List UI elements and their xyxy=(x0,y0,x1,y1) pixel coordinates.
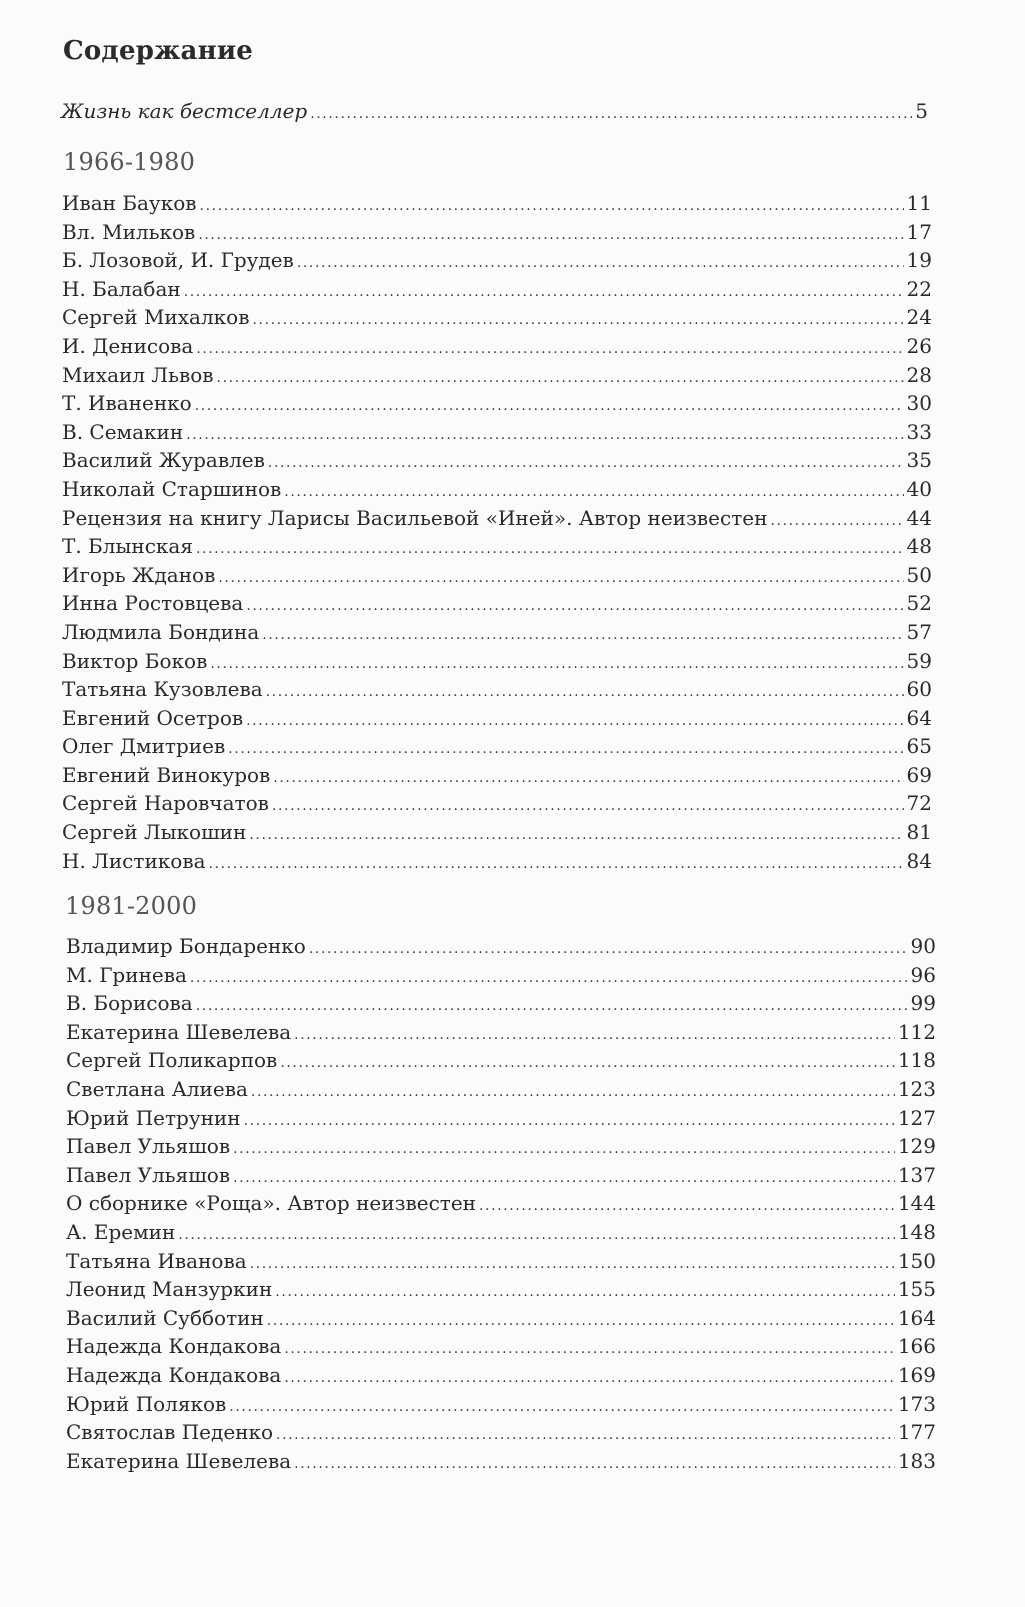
toc-entry xyxy=(66,1247,936,1276)
toc-entry-title: Т. Блынская xyxy=(62,534,193,559)
page-title: Содержание xyxy=(63,36,254,66)
dot-leader xyxy=(297,249,904,278)
toc-entry-page: 84 xyxy=(906,848,932,873)
toc-entry xyxy=(62,418,932,447)
toc-entry-title: Святослав Педенко xyxy=(66,1420,274,1445)
toc-entry-title: Татьяна Иванова xyxy=(66,1248,247,1273)
toc-entry-page: 35 xyxy=(906,448,932,473)
toc-entry xyxy=(66,1332,936,1361)
dot-leader xyxy=(233,1135,895,1164)
toc-entry-title: Олег Дмитриев xyxy=(62,734,226,759)
toc-entry xyxy=(62,789,932,818)
toc-entry-title: Павел Ульяшов xyxy=(66,1162,231,1187)
toc-entry-page: 11 xyxy=(906,191,932,215)
toc-entry xyxy=(62,246,932,275)
toc-entry-title: Евгений Осетров xyxy=(62,705,244,730)
toc-entry xyxy=(62,761,932,790)
toc-entry xyxy=(66,1075,936,1104)
toc-entry-page: 127 xyxy=(897,1105,936,1130)
dot-leader xyxy=(195,392,904,421)
dot-leader xyxy=(284,478,903,507)
toc-entry-page: 177 xyxy=(897,1420,936,1445)
toc-entry-title: Василий Субботин xyxy=(66,1305,264,1330)
toc-entry xyxy=(66,1046,936,1075)
toc-entry-title: Екатерина Шевелева xyxy=(66,1448,292,1473)
toc-entry xyxy=(62,647,932,676)
toc-entry-page: 30 xyxy=(906,391,932,416)
toc-entry-title: Евгений Винокуров xyxy=(62,762,271,787)
toc-entry xyxy=(66,989,936,1018)
dot-leader xyxy=(275,1278,895,1307)
toc-entry-title: Б. Лозовой, И. Грудев xyxy=(62,248,294,273)
toc-entry xyxy=(66,1361,936,1390)
toc-entry xyxy=(66,1390,936,1419)
toc-entry xyxy=(62,675,932,704)
toc-entry xyxy=(62,303,932,332)
dot-leader xyxy=(249,821,903,850)
toc-entry-page: 26 xyxy=(906,333,932,358)
toc-entry-page: 28 xyxy=(906,362,932,387)
toc-entry-page: 150 xyxy=(897,1248,936,1273)
toc-entry-page: 96 xyxy=(910,962,936,987)
toc-entry xyxy=(62,275,932,304)
toc-entry-title: Юрий Петрунин xyxy=(66,1105,241,1130)
toc-entry-page: 148 xyxy=(897,1219,936,1244)
toc-entry xyxy=(66,961,936,990)
dot-leader xyxy=(262,621,903,650)
toc-entry-page: 166 xyxy=(897,1334,936,1359)
toc-entry-title: Павел Ульяшов xyxy=(66,1134,231,1159)
dot-leader xyxy=(770,507,903,536)
dot-leader xyxy=(229,1393,895,1422)
toc-entry xyxy=(62,818,932,847)
toc-entry-page: 173 xyxy=(897,1391,936,1416)
dot-leader xyxy=(284,1364,894,1393)
dot-leader xyxy=(186,421,903,450)
dot-leader xyxy=(196,535,904,564)
toc-entry xyxy=(66,1189,936,1218)
toc-entry-title: Сергей Михалков xyxy=(62,305,250,330)
toc-entry-page: 64 xyxy=(906,705,932,730)
toc-entry-title: Екатерина Шевелева xyxy=(66,1019,292,1044)
dot-leader xyxy=(294,1450,895,1479)
toc-entry xyxy=(62,332,932,361)
section-list-1981-2000 xyxy=(66,932,936,1475)
toc-entry xyxy=(62,504,932,533)
section-title-1966-1980: 1966-1980 xyxy=(63,148,196,176)
toc-entry-page: 144 xyxy=(897,1191,936,1216)
dot-leader xyxy=(251,1078,895,1107)
dot-leader xyxy=(246,707,903,736)
toc-entry xyxy=(66,1275,936,1304)
dot-leader xyxy=(479,1192,895,1221)
toc-entry xyxy=(66,1018,936,1047)
toc-entry xyxy=(62,704,932,733)
toc-entry-page: 33 xyxy=(906,419,932,444)
toc-entry-page: 112 xyxy=(897,1019,936,1044)
section-title-1981-2000: 1981-2000 xyxy=(65,892,198,920)
toc-entry-title: И. Денисова xyxy=(62,333,194,358)
dot-leader xyxy=(178,1221,894,1250)
toc-entry-page: 44 xyxy=(906,505,932,530)
toc-entry-title: Сергей Наровчатов xyxy=(62,791,269,816)
toc-entry xyxy=(62,732,932,761)
toc-entry-title: Виктор Боков xyxy=(62,648,208,673)
toc-entry-title: Николай Старшинов xyxy=(62,476,282,501)
toc-entry xyxy=(62,218,932,247)
dot-leader xyxy=(284,1335,894,1364)
toc-entry-page: 48 xyxy=(906,534,932,559)
toc-entry-intro xyxy=(61,96,928,126)
toc-entry-page: 17 xyxy=(906,219,932,244)
toc-entry xyxy=(62,361,932,390)
toc-entry-page: 24 xyxy=(906,305,932,330)
toc-entry-page: 40 xyxy=(906,476,932,501)
toc-entry-page: 52 xyxy=(906,591,932,616)
toc-entry-page: 69 xyxy=(906,762,932,787)
toc-entry-title: А. Еремин xyxy=(66,1219,176,1244)
toc-entry-page: 164 xyxy=(897,1305,936,1330)
toc-entry-page: 22 xyxy=(906,276,932,301)
toc-entry-title: Иван Бауков xyxy=(62,191,197,215)
toc-entry xyxy=(66,1161,936,1190)
toc-entry-page: 65 xyxy=(906,734,932,759)
dot-leader xyxy=(217,364,904,393)
toc-entry-title: Светлана Алиева xyxy=(66,1076,248,1101)
toc-entry xyxy=(62,847,932,876)
toc-entry xyxy=(62,189,932,218)
toc-entry xyxy=(66,1104,936,1133)
toc-entry-page: 118 xyxy=(897,1048,936,1073)
toc-entry-title: Н. Листикова xyxy=(62,848,206,873)
intro-list xyxy=(61,96,928,126)
dot-leader xyxy=(309,935,908,964)
toc-entry-title: О сборнике «Роща». Автор неизвестен xyxy=(66,1191,476,1216)
dot-leader xyxy=(310,99,912,129)
toc-entry-page: 59 xyxy=(906,648,932,673)
dot-leader xyxy=(252,306,903,335)
toc-entry-title: Юрий Поляков xyxy=(66,1391,227,1416)
toc-entry-page: 90 xyxy=(910,934,936,958)
toc-entry-page: 50 xyxy=(906,562,932,587)
toc-entry-title: Вл. Мильков xyxy=(62,219,196,244)
toc-entry-page: 129 xyxy=(897,1134,936,1159)
dot-leader xyxy=(196,992,908,1021)
toc-entry-page: 155 xyxy=(897,1277,936,1302)
dot-leader xyxy=(210,650,903,679)
toc-entry xyxy=(62,446,932,475)
toc-entry xyxy=(66,1304,936,1333)
dot-leader xyxy=(233,1164,895,1193)
toc-entry-page: 123 xyxy=(897,1076,936,1101)
dot-leader xyxy=(196,335,903,364)
toc-entry xyxy=(62,532,932,561)
toc-entry xyxy=(66,1447,936,1476)
dot-leader xyxy=(272,792,904,821)
toc-entry-title: Людмила Бондина xyxy=(62,619,260,644)
toc-entry xyxy=(66,1418,936,1447)
toc-entry xyxy=(62,389,932,418)
toc-entry-title: Леонид Манзуркин xyxy=(66,1277,273,1302)
dot-leader xyxy=(294,1021,895,1050)
toc-entry-page: 19 xyxy=(906,248,932,273)
toc-entry-title: Рецензия на книгу Ларисы Васильевой «Иней». Автор неизвестен xyxy=(62,505,768,530)
dot-leader xyxy=(218,564,903,593)
toc-entry-title: Татьяна Кузовлева xyxy=(62,677,263,702)
toc-entry-title: Жизнь как бестселлер xyxy=(61,99,308,123)
toc-entry xyxy=(62,475,932,504)
dot-leader xyxy=(273,764,903,793)
dot-leader xyxy=(209,850,904,879)
toc-entry-page: 183 xyxy=(897,1448,936,1473)
dot-leader xyxy=(244,1107,895,1136)
toc-entry-title: Сергей Лыкошин xyxy=(62,820,247,845)
toc-entry xyxy=(62,618,932,647)
toc-entry xyxy=(66,1218,936,1247)
dot-leader xyxy=(184,278,904,307)
toc-entry-title: Надежда Кондакова xyxy=(66,1362,282,1387)
toc-entry-title: Инна Ростовцева xyxy=(62,591,244,616)
dot-leader xyxy=(268,449,904,478)
dot-leader xyxy=(198,221,903,250)
dot-leader xyxy=(246,592,903,621)
section-list-1966-1980 xyxy=(62,189,932,875)
toc-entry-page: 57 xyxy=(906,619,932,644)
toc-entry xyxy=(66,1132,936,1161)
dot-leader xyxy=(200,192,904,221)
dot-leader xyxy=(280,1049,894,1078)
toc-entry-title: Владимир Бондаренко xyxy=(66,934,306,958)
toc-entry-title: Михаил Львов xyxy=(62,362,214,387)
dot-leader xyxy=(190,964,908,993)
toc-entry-page: 81 xyxy=(906,820,932,845)
dot-leader xyxy=(267,1307,895,1336)
toc-entry-title: Игорь Жданов xyxy=(62,562,216,587)
toc-entry-title: М. Гринева xyxy=(66,962,187,987)
toc-entry-title: Надежда Кондакова xyxy=(66,1334,282,1359)
toc-entry-title: В. Борисова xyxy=(66,991,193,1016)
toc-entry xyxy=(66,932,936,961)
toc-entry-page: 5 xyxy=(915,99,928,123)
toc-entry-page: 169 xyxy=(897,1362,936,1387)
dot-leader xyxy=(276,1421,895,1450)
dot-leader xyxy=(250,1250,895,1279)
toc-entry-page: 99 xyxy=(910,991,936,1016)
toc-entry-title: Т. Иваненко xyxy=(62,391,192,416)
toc-entry-title: В. Семакин xyxy=(62,419,184,444)
toc-entry-page: 137 xyxy=(897,1162,936,1187)
toc-entry-title: Н. Балабан xyxy=(62,276,181,301)
toc-entry-page: 60 xyxy=(906,677,932,702)
toc-entry xyxy=(62,589,932,618)
toc-entry-page: 72 xyxy=(906,791,932,816)
toc-entry-title: Василий Журавлев xyxy=(62,448,265,473)
toc-entry-title: Сергей Поликарпов xyxy=(66,1048,278,1073)
dot-leader xyxy=(266,678,904,707)
toc-entry xyxy=(62,561,932,590)
dot-leader xyxy=(228,735,903,764)
